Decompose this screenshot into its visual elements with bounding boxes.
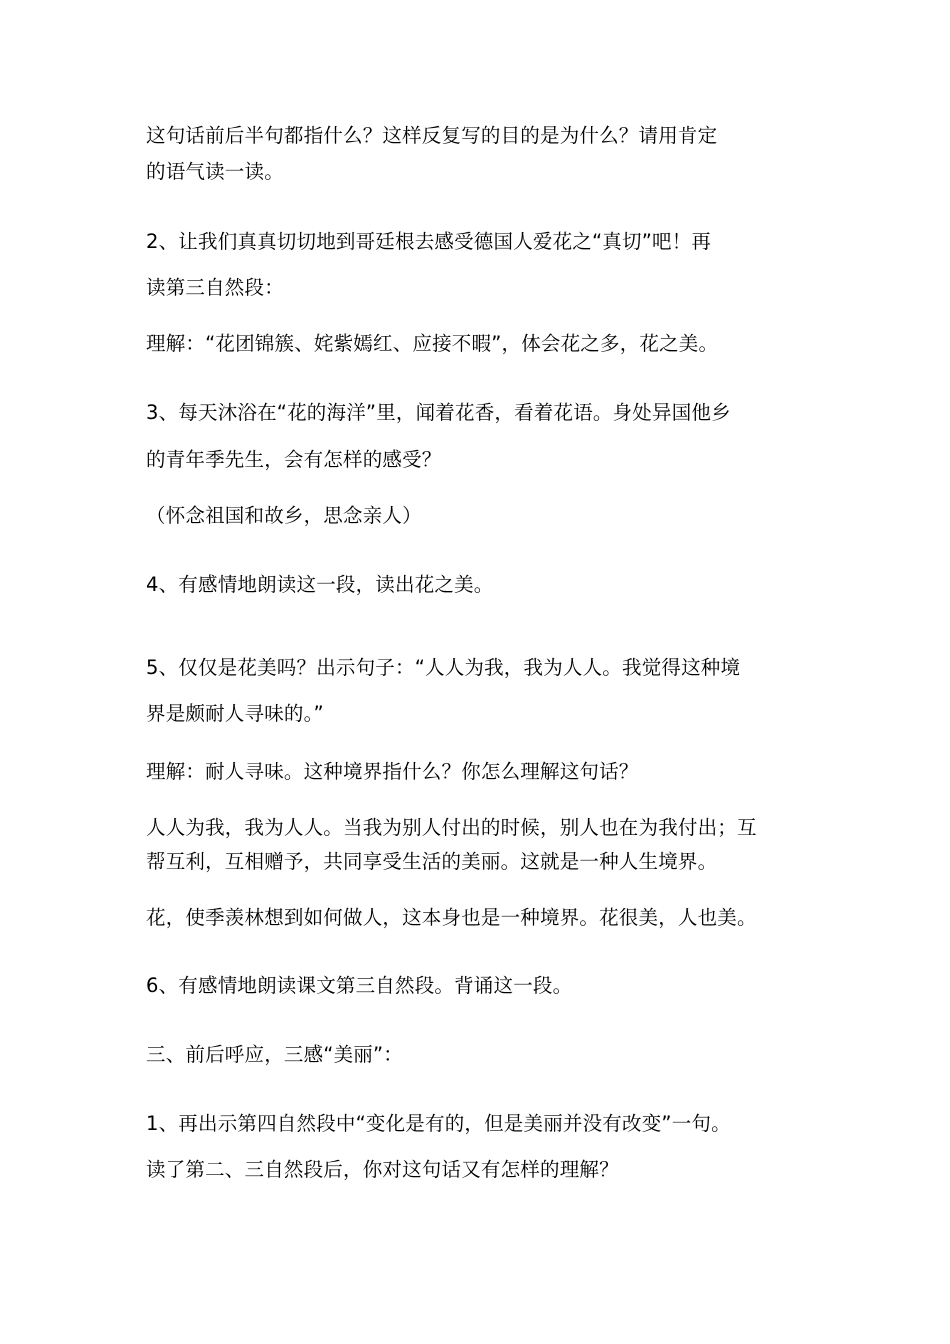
text-line-6: 3、每天沐浴在“花的海洋”里，闻着花香，看着花语。身处异国他乡 — [146, 401, 731, 424]
text-line-18: 1、再出示第四自然段中“变化是有的，但是美丽并没有改变”一句。 — [146, 1112, 731, 1135]
text-line-2: 的语气读一读。 — [146, 160, 284, 183]
text-line-4: 读第三自然段： — [146, 276, 284, 299]
text-line-15: 花，使季羡林想到如何做人，这本身也是一种境界。花很美，人也美。 — [146, 906, 757, 929]
text-line-11: 界是颇耐人寻味的。” — [146, 702, 324, 725]
text-line-7: 的青年季先生，会有怎样的感受？ — [146, 448, 442, 471]
text-line-17: 三、前后呼应，三感“美丽”： — [146, 1043, 404, 1066]
text-line-12: 理解：耐人寻味。这种境界指什么？你怎么理解这句话？ — [146, 760, 639, 783]
text-line-19: 读了第二、三自然段后，你对这句话又有怎样的理解？ — [146, 1158, 619, 1181]
text-line-5: 理解：“花团锦簇、姹紫嫣红、应接不暇”，体会花之多，花之美。 — [146, 332, 719, 355]
text-line-14: 帮互利，互相赠予，共同享受生活的美丽。这就是一种人生境界。 — [146, 850, 718, 873]
text-line-3: 2、让我们真真切切地到哥廷根去感受德国人爱花之“真切”吧！再 — [146, 230, 712, 253]
text-line-16: 6、有感情地朗读课文第三自然段。背诵这一段。 — [146, 974, 573, 997]
text-line-9: 4、有感情地朗读这一段，读出花之美。 — [146, 573, 494, 596]
text-line-10: 5、仅仅是花美吗？出示句子：“人人为我，我为人人。我觉得这种境 — [146, 656, 741, 679]
text-line-8: （怀念祖国和故乡，思念亲人） — [146, 504, 422, 527]
text-line-13: 人人为我，我为人人。当我为别人付出的时候，别人也在为我付出；互 — [146, 816, 757, 839]
text-line-1: 这句话前后半句都指什么？这样反复写的目的是为什么？请用肯定 — [146, 124, 718, 147]
